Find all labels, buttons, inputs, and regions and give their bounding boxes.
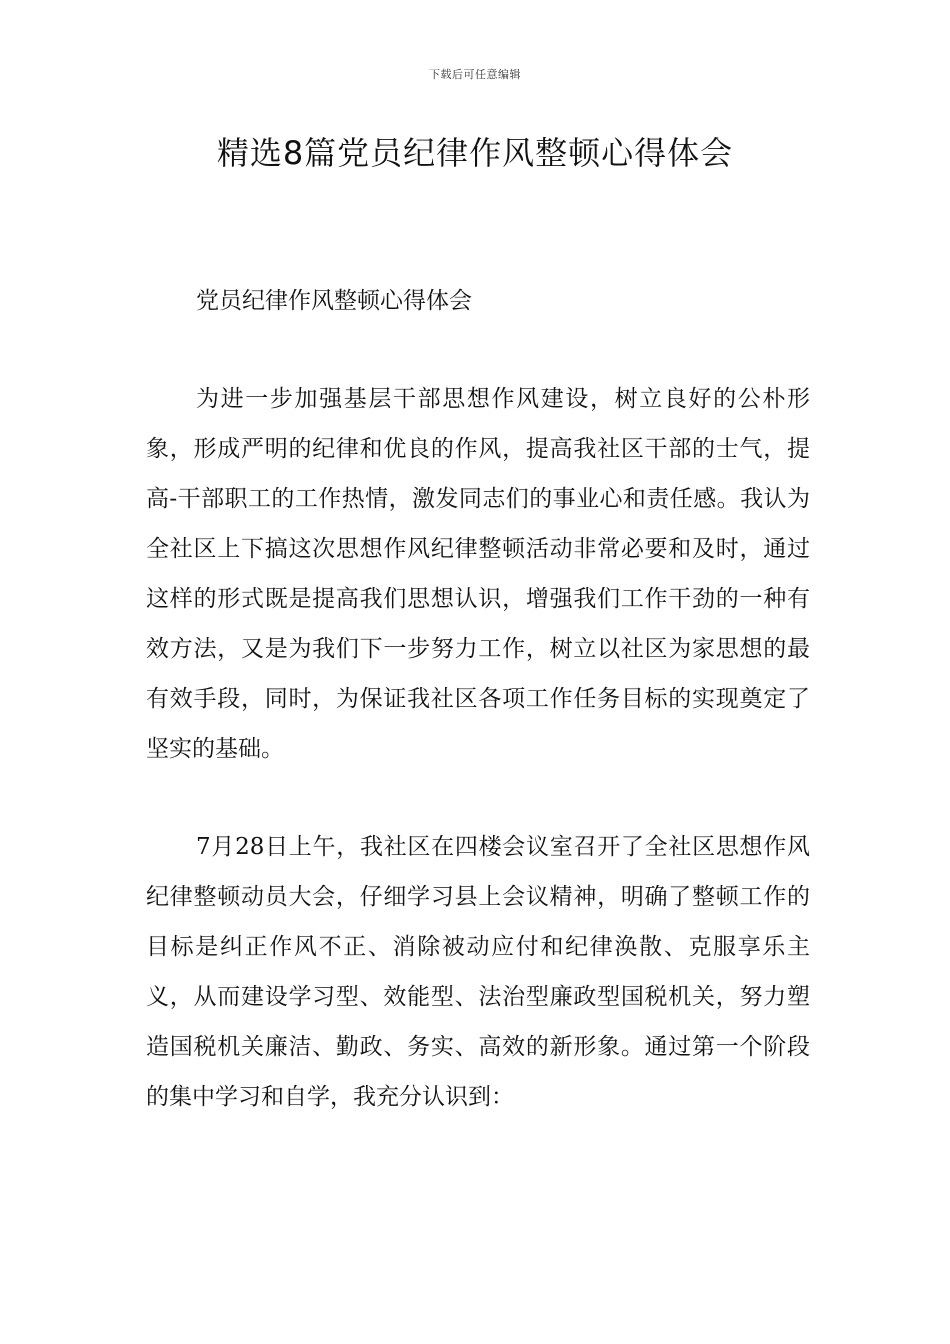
- header-note: 下载后可任意编辑: [429, 68, 521, 81]
- body-paragraph-2: 7月28日上午，我社区在四楼会议室召开了全社区思想作风纪律整顿动员大会，仔细学习县上会议精神，明确了整顿工作的目标是纠正作风不正、消除被动应付和纪律涣散、克服享乐主义，从而建设学习型、效能型、法治型廉政型国税机关，努力塑造国税机关廉洁、勤政、务实、高效的新形象。通过第一个阶段的集中学习和自学，我充分认识到：: [146, 834, 810, 1110]
- body-paragraph-1: 为进一步加强基层干部思想作风建设，树立良好的公朴形象，形成严明的纪律和优良的作风，提高我社区干部的士气，提高-干部职工的工作热情，激发同志们的事业心和责任感。我认为全社区上下搞这次思想作风纪律整顿活动非常必要和及时，通过这样的形式既是提高我们思想认识，增强我们工作干劲的一种有效方法，又是为我们下一步努力工作，树立以社区为家思想的最有效手段，同时，为保证我社区各项工作任务目标的实现奠定了坚实的基础。: [146, 386, 810, 762]
- document-title: 精选8篇党员纪律作风整顿心得体会: [216, 134, 734, 172]
- document-subtitle: 党员纪律作风整顿心得体会: [196, 288, 472, 314]
